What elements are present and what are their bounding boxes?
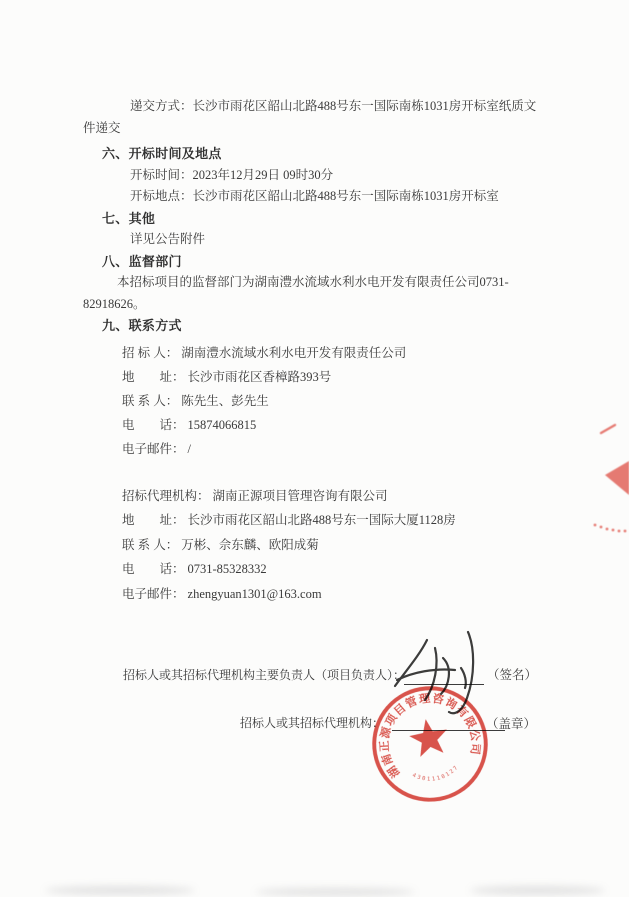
- document-body: [83, 96, 555, 606]
- bid-opening-time: 开标时间：2023年12月29日 09时30分: [130, 167, 334, 182]
- tenderer-name-value: 湖南澧水流域水利水电开发有限责任公司: [181, 345, 407, 360]
- tenderer-email-label: 电子邮件：: [122, 441, 185, 456]
- agency-email-value: zhengyuan1301@163.com: [187, 586, 322, 601]
- agency-contact-person-label: 联 系 人：: [122, 537, 179, 552]
- agency-contact-block: [83, 484, 555, 607]
- tenderer-email-value: /: [187, 441, 191, 456]
- tenderer-phone-value: 15874066815: [187, 417, 257, 432]
- supervision-dept-line2: 82918626。: [83, 296, 146, 311]
- handwritten-signature: [383, 628, 498, 723]
- submission-method-wrap: 件递交: [83, 120, 121, 135]
- tenderer-address-row: [122, 365, 555, 389]
- scan-smudge: [470, 886, 605, 895]
- tenderer-contact-block: [83, 341, 555, 461]
- section7-heading: 七、其他: [102, 210, 156, 226]
- svg-text:4301110127: [410, 763, 462, 786]
- section7-body: 详见公告附件: [130, 232, 206, 246]
- agency-phone-value: 0731-85328332: [187, 562, 267, 576]
- submission-method-line: 递交方式：长沙市雨花区韶山北路488号东一国际南栋1031房开标室纸质文: [130, 99, 537, 113]
- scan-smudge: [45, 886, 195, 895]
- agency-email-label: 电子邮件：: [122, 586, 185, 601]
- org-seal-label: 招标人或其招标代理机构：: [240, 716, 385, 730]
- agency-phone-label: 电 话：: [122, 562, 185, 576]
- section9-heading: 九、联系方式: [102, 318, 182, 333]
- tenderer-address-value: 长沙市雨花区香樟路393号: [187, 369, 332, 384]
- responsible-person-label: 招标人或其招标代理机构主要负责人（项目负责人）：: [123, 668, 406, 682]
- agency-email-row: [122, 582, 555, 607]
- tenderer-phone-label: 电 话：: [122, 417, 185, 432]
- tenderer-name-label: 招 标 人：: [122, 345, 179, 360]
- edge-stamp-fragment: [589, 403, 629, 548]
- tenderer-email-row: [122, 437, 555, 461]
- section6-heading: 六、开标时间及地点: [102, 146, 222, 161]
- tenderer-name-row: [122, 341, 555, 365]
- agency-name-row: [122, 484, 555, 509]
- tenderer-phone-row: [122, 413, 555, 437]
- seal-hint: （盖章）: [486, 717, 537, 731]
- agency-phone-row: [122, 557, 555, 582]
- agency-address-row: [122, 508, 555, 533]
- agency-contact-person-row: [122, 533, 555, 558]
- tenderer-contact-person-label: 联 系 人：: [122, 393, 179, 408]
- tenderer-contact-person-value: 陈先生、彭先生: [181, 393, 269, 408]
- seal-company-name: 湖南正源项目管理咨询有限公司: [378, 692, 482, 780]
- tenderer-contact-person-row: [122, 389, 555, 413]
- seal-serial-number: 4301110127: [411, 763, 461, 783]
- supervision-dept-line1: 本招标项目的监督部门为湖南澧水流域水利水电开发有限责任公司0731-: [117, 275, 509, 289]
- bid-opening-place: 开标地点：长沙市雨花区韶山北路488号东一国际南栋1031房开标室: [130, 189, 499, 203]
- agency-address-label: 地 址：: [122, 513, 185, 527]
- agency-address-value: 长沙市雨花区韶山北路488号东一国际大厦1128房: [187, 513, 456, 527]
- agency-contact-person-value: 万彬、佘东麟、欧阳成菊: [181, 537, 319, 552]
- section8-heading: 八、监督部门: [102, 253, 182, 269]
- sign-hint: （签名）: [487, 668, 538, 682]
- agency-name-value: 湖南正源项目管理咨询有限公司: [212, 488, 388, 503]
- agency-name-label: 招标代理机构：: [122, 488, 210, 503]
- tenderer-address-label: 地 址：: [122, 369, 185, 384]
- scan-smudge: [255, 888, 415, 896]
